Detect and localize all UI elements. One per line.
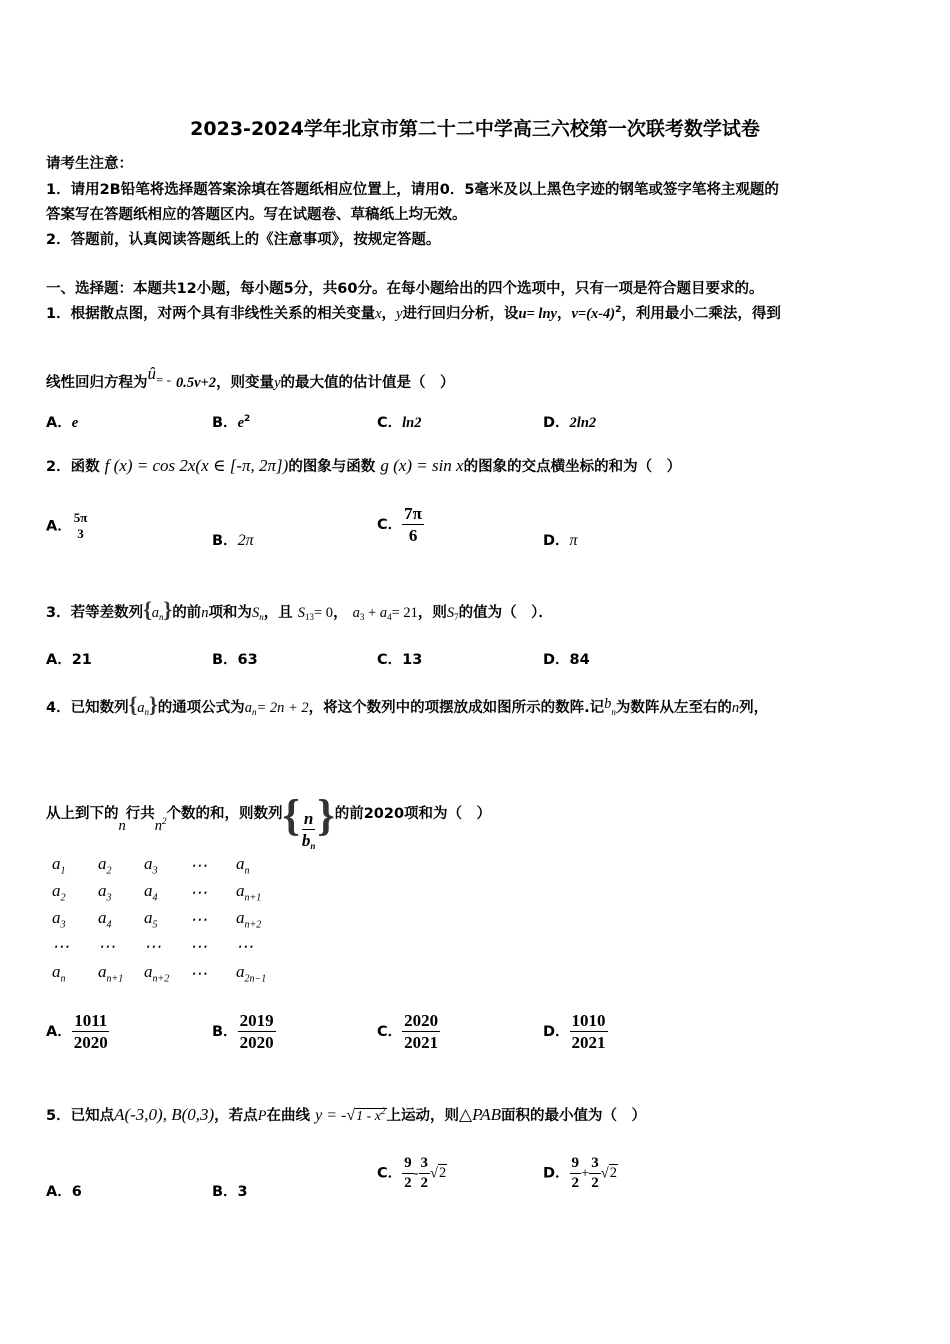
q2-option-d[interactable] (543, 529, 578, 550)
q1-comma: ， (556, 306, 572, 322)
option-value: ln2 (402, 415, 422, 431)
matrix-cell: $a_4$ (144, 881, 158, 904)
q3-text: 3．若等差数列 (46, 605, 144, 621)
q4-text: 从上到下的 (46, 806, 119, 822)
matrix-cell: ⋯ (190, 882, 207, 902)
q5-stem (46, 1104, 646, 1125)
option-label: C． (377, 516, 403, 533)
option-fraction (72, 510, 90, 543)
notice-line-2: 答案写在答题纸相应的答题区内。写在试题卷、草稿纸上均无效。 (46, 207, 467, 223)
matrix-row (52, 906, 282, 933)
matrix-cell: $a_2$ (98, 854, 112, 877)
u-definition: u= lny (518, 306, 557, 322)
n-over-bn (300, 808, 318, 853)
fraction-numerator: 2020 (402, 1010, 440, 1032)
var-n: n (731, 700, 740, 716)
fraction-numerator: 7π (402, 503, 424, 525)
q4-text: 行共 (125, 806, 155, 822)
fraction-denominator: 6 (408, 526, 418, 546)
n-squared (155, 818, 167, 834)
matrix-cell: $a_n$ (236, 854, 250, 877)
matrix-cell: $a_{2n-1}$ (236, 962, 267, 985)
matrix-cell: $a_{n+1}$ (236, 881, 262, 904)
q4-text: 的前2020项和为（ ） (334, 806, 492, 822)
option-fraction (402, 1010, 440, 1054)
sqrt-sign: √ (346, 1107, 356, 1124)
q1-option-d[interactable] (543, 411, 596, 432)
option-value: e (237, 415, 244, 431)
option-fraction (570, 1010, 608, 1054)
option-label: A． (46, 1023, 72, 1040)
var-n: n (201, 605, 209, 621)
q1-option-c[interactable] (377, 411, 422, 432)
var-y: y (396, 306, 403, 322)
q5-option-b[interactable]: B．3 (212, 1184, 248, 1200)
option-value: 2π (237, 532, 254, 549)
matrix-row (52, 852, 282, 879)
fraction-numerator: 1011 (72, 1010, 109, 1032)
q5-text: 上运动，则 (386, 1108, 459, 1124)
fraction-numerator: n (302, 808, 315, 830)
option-label: C． (377, 415, 403, 431)
matrix-cell: $a_{n+2}$ (236, 908, 262, 931)
option-value: 2ln2 (569, 415, 597, 431)
minus-sign: - (413, 1165, 419, 1182)
fraction-numerator: 1010 (570, 1010, 608, 1032)
option-fraction (570, 1154, 582, 1193)
formula: = 2n + 2 (256, 700, 309, 716)
option-label: C． (377, 1023, 403, 1040)
q4-text: 个数的和，则数列 (166, 806, 283, 822)
subscript: n (159, 612, 164, 622)
matrix-cell: ⋯ (190, 855, 207, 875)
option-exponent: 2 (244, 414, 251, 424)
matrix-row (52, 933, 282, 960)
seq-a: a (379, 605, 388, 621)
option-label: D． (543, 533, 570, 549)
q1-text: 的最大值的估计值是（ ） (280, 375, 455, 391)
q2-option-c[interactable] (377, 503, 424, 547)
var-n: n (154, 818, 162, 834)
fraction-denominator: 2 (420, 1174, 428, 1191)
q1-text: ，利用最小二乘法，得到 (621, 306, 781, 322)
q1-option-b[interactable] (212, 411, 250, 432)
matrix-cell: ⋯ (236, 936, 253, 956)
subscript: n (251, 707, 257, 717)
v-exponent: 2 (615, 305, 622, 315)
page-title: 2023-2024学年北京市第二十二中学高三六校第一次联考数学试卷 (190, 118, 760, 140)
plus-sign: + (581, 1165, 590, 1182)
left-brace: { (282, 791, 300, 840)
option-value: e (71, 415, 79, 431)
q4-text: 为数阵从左至右的 (615, 700, 732, 716)
option-fraction (419, 1154, 431, 1193)
q5-text: 5．已知点 (46, 1108, 115, 1124)
option-label: C． (377, 1165, 403, 1182)
fraction-denominator: 2 (404, 1174, 412, 1191)
q4-option-d[interactable] (543, 1010, 608, 1054)
radicand: 1 - x (356, 1109, 381, 1124)
q1-text: 进行回归分析，设 (402, 306, 519, 322)
radicand: 2 (609, 1165, 617, 1182)
q3-option-b[interactable]: B．63 (212, 652, 258, 668)
sqrt-sign: √ (600, 1165, 609, 1182)
q2-option-a[interactable] (46, 510, 89, 543)
option-label: B． (212, 1023, 238, 1040)
subscript: n (310, 841, 316, 852)
matrix-cell: $a_3$ (52, 908, 66, 931)
q4-option-c[interactable] (377, 1010, 440, 1054)
equation: = 21 (391, 605, 418, 621)
points-ab: A(-3,0), B(0,3) (114, 1105, 215, 1124)
option-label: A． (46, 518, 72, 535)
fraction-denominator: 2020 (239, 1033, 274, 1053)
option-fraction (238, 1010, 276, 1054)
subscript: n (611, 707, 616, 717)
notice-heading: 请考生注意： (46, 156, 133, 172)
q3-text: ，且 (263, 605, 293, 621)
var-p: P (257, 1108, 267, 1124)
matrix-row (52, 960, 282, 987)
matrix-row (52, 879, 282, 906)
fraction-denominator: 3 (77, 526, 84, 542)
q3-option-a[interactable]: A．21 (46, 652, 92, 668)
var-y: y (274, 375, 281, 391)
fraction-denominator: 2021 (404, 1033, 439, 1053)
q1-text: ，则变量 (216, 375, 275, 391)
v-definition: v=(x-4) (571, 306, 616, 322)
q3-option-d[interactable]: D．84 (543, 652, 590, 668)
q4-text: 列， (739, 700, 769, 716)
q4-text: ，将这个数列中的项摆放成如图所示的数阵.记 (308, 700, 605, 716)
option-value: π (569, 532, 578, 549)
equals-minus: = - (156, 372, 171, 387)
q5-option-d[interactable] (543, 1154, 618, 1193)
f-expression: f (x) = cos 2x(x ∈ [-π, 2π]) (104, 456, 289, 475)
q4-option-a[interactable] (46, 1010, 110, 1054)
fraction-denominator: 2021 (571, 1033, 606, 1053)
var-x: x (375, 306, 382, 322)
fraction-denominator: 2 (571, 1174, 580, 1191)
q5-text: 面积的最小值为（ ） (501, 1108, 647, 1124)
section-heading: 一、选择题：本题共12小题，每小题5分，共60分。在每小题给出的四个选项中，只有一项是符合题目要求的。 (46, 281, 764, 297)
fraction-numerator: 3 (419, 1154, 431, 1174)
fraction-numerator: 9 (402, 1154, 414, 1174)
q3-text: 项和为 (208, 605, 252, 621)
option-label: D． (543, 415, 570, 431)
q1-line-2 (46, 364, 455, 392)
right-brace: } (317, 791, 335, 840)
subscript: n (144, 707, 150, 717)
curve-radicand (355, 1108, 386, 1124)
triangle-pab: △PAB (459, 1105, 502, 1124)
subscript: 4 (387, 612, 392, 622)
option-label: D． (543, 1023, 570, 1040)
seq-a: a (244, 700, 252, 716)
left-brace: { (128, 692, 138, 717)
g-expression: g (x) = sin x (380, 456, 464, 475)
q1-comma: ， (381, 306, 397, 322)
q3-text: 的值为（ ）． (458, 605, 553, 621)
fraction-numerator: 2019 (238, 1010, 276, 1032)
subscript: 13 (305, 612, 314, 622)
option-label: A． (46, 415, 72, 431)
notice-line-3: 2．答题前，认真阅读答题纸上的《注意事项》，按规定答题。 (46, 232, 441, 248)
fraction-denominator: 2 (591, 1174, 599, 1191)
option-fraction (589, 1154, 601, 1193)
matrix-cell: ⋯ (52, 936, 69, 956)
fraction-denominator: $b_n$ (301, 831, 316, 852)
matrix-cell: $a_4$ (98, 908, 112, 931)
option-fraction (402, 503, 424, 547)
q5-option-a[interactable]: A．6 (46, 1184, 82, 1200)
subscript: n (259, 612, 264, 622)
matrix-cell: ⋯ (190, 963, 207, 983)
notice-line-1: 1．请用2B铅笔将选择题答案涂填在答题纸相应位置上，请用0．5毫米及以上黑色字迹的钢笔或签字笔将主观题的 (46, 182, 779, 198)
q3-text: 的前 (172, 605, 202, 621)
matrix-cell: $a_n$ (52, 962, 66, 985)
matrix-cell: ⋯ (98, 936, 115, 956)
sqrt-sign: √ (430, 1165, 438, 1182)
matrix-cell: ⋯ (144, 936, 161, 956)
q4-text: 4．已知数列 (46, 700, 129, 716)
q5-text: ，若点 (214, 1108, 258, 1124)
var-s: S (446, 605, 455, 621)
q4-option-b[interactable] (212, 1010, 276, 1054)
fraction-numerator: 9 (570, 1154, 582, 1174)
fraction-numerator: 5π (73, 510, 88, 525)
matrix-cell: $a_3$ (144, 854, 158, 877)
q3-text: ， (333, 605, 348, 621)
matrix-cell: ⋯ (190, 909, 207, 929)
curve-lhs: y = - (315, 1107, 347, 1124)
q3-text: ，则 (417, 605, 447, 621)
q3-option-c[interactable]: C．13 (377, 652, 423, 668)
q1-line-1 (46, 302, 781, 323)
exponent: 2 (381, 1106, 386, 1116)
number-matrix (52, 852, 282, 987)
equation: = 0 (314, 605, 334, 621)
q1-option-a[interactable] (46, 411, 78, 432)
q4-stem-line-1: 4．已知数列$\{a_n\}$的通项公式为$a_n= 2n + 2$，将这个数列中的项摆放成如图所示的数阵.记$b_n$为数阵从左至右的n列， (46, 692, 769, 717)
radicand: 2 (438, 1165, 447, 1182)
q2-option-b[interactable] (212, 529, 254, 550)
q2-text: 2．函数 (46, 459, 100, 475)
fraction-denominator: 2020 (73, 1033, 108, 1053)
q2-text: 的图象与函数 (288, 459, 376, 475)
q5-option-c[interactable] (377, 1154, 447, 1193)
q1-text: 线性回归方程为 (46, 375, 148, 391)
q2-text: 的图象的交点横坐标的和为（ ） (463, 459, 682, 475)
matrix-cell: $a_5$ (144, 908, 158, 931)
fraction-numerator: 3 (589, 1154, 601, 1174)
seq-a: a (352, 605, 360, 621)
q1-text: 1．根据散点图，对两个具有非线性关系的相关变量 (46, 306, 376, 322)
q5-text: 在曲线 (266, 1108, 311, 1124)
option-fraction (72, 1010, 110, 1054)
var-n: n (118, 818, 126, 834)
seq-a: a (151, 605, 160, 621)
u-hat: û (147, 364, 156, 383)
var-s: S (251, 605, 260, 621)
regression-rhs: 0.5v+2 (175, 375, 217, 391)
matrix-cell: $a_3$ (98, 881, 112, 904)
exponent: 2 (162, 816, 167, 826)
q4-stem-line-2 (46, 790, 491, 853)
option-label: B． (212, 533, 238, 549)
right-brace: } (149, 692, 158, 717)
q3-stem: 3．若等差数列$\{a_n\}$的前n项和为$S_n$，且 $S_{13}= 0$， $a_3 + a_4= 21$，则$S_7$的值为（ ）． (46, 597, 553, 622)
subscript: 7 (454, 612, 459, 622)
seq-a: a (137, 700, 145, 716)
right-brace: } (163, 597, 173, 622)
q2-stem (46, 455, 681, 476)
var-s: S (297, 605, 305, 621)
matrix-cell: $a_1$ (52, 854, 66, 877)
subscript: 3 (359, 612, 365, 622)
option-fraction (402, 1154, 414, 1193)
matrix-cell: ⋯ (190, 936, 207, 956)
option-label: B． (212, 415, 238, 431)
left-brace: { (143, 597, 152, 622)
option-label: D． (543, 1165, 570, 1182)
matrix-cell: $a_{n+2}$ (144, 962, 170, 985)
matrix-cell: $a_{n+1}$ (98, 962, 124, 985)
q4-text: 的通项公式为 (157, 700, 245, 716)
matrix-cell: $a_2$ (52, 881, 66, 904)
